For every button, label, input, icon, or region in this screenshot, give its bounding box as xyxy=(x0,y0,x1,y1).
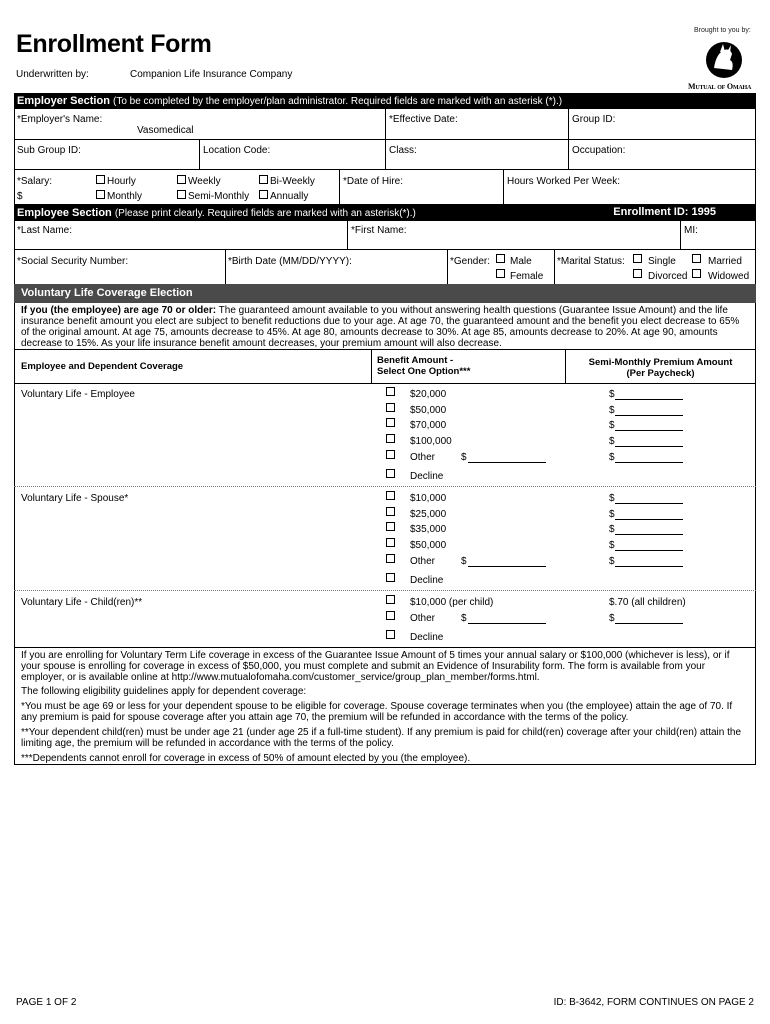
underwritten-label: Underwritten by: xyxy=(16,69,89,80)
eoi-line-2: your spouse is enrolling for coverage in excess of $50,000, you must complete and submit an Evidence of Insurability form. The form is available from your xyxy=(21,661,706,672)
premium-input[interactable] xyxy=(615,557,683,567)
premium-currency: $ xyxy=(609,524,615,535)
female-label: Female xyxy=(510,271,544,282)
divider xyxy=(447,249,448,284)
spouse-option-amount: $25,000 xyxy=(410,509,447,520)
employee-option-amount: $70,000 xyxy=(410,420,447,431)
weekly-label: Weekly xyxy=(188,176,221,187)
female-checkbox[interactable] xyxy=(496,269,505,278)
spouse-other-amount-input[interactable] xyxy=(468,557,546,567)
premium-currency: $ xyxy=(609,452,615,463)
premium-input[interactable] xyxy=(615,525,683,535)
spouse-other-label: Other xyxy=(410,556,436,567)
row-divider xyxy=(14,383,756,384)
premium-input[interactable] xyxy=(615,437,683,447)
employee-option-checkbox[interactable] xyxy=(386,434,395,443)
divider xyxy=(225,249,226,284)
divider xyxy=(385,139,386,169)
divider xyxy=(371,349,372,383)
monthly-checkbox[interactable] xyxy=(96,190,105,199)
col-coverage-header: Employee and Dependent Coverage xyxy=(21,361,184,372)
children-other-amount-input[interactable] xyxy=(468,614,546,624)
marital-status-label: *Marital Status: xyxy=(557,256,625,267)
spouse-note-line-2: any premium is paid for spouse coverage after you attain age 70, the premium will be refunded in accordance with the terms of the policy. xyxy=(21,712,629,723)
child-eligibility-note xyxy=(21,727,754,749)
evidence-of-insurability-note xyxy=(21,650,754,683)
children-coverage-label: Voluntary Life - Child(ren)** xyxy=(21,597,143,608)
male-label: Male xyxy=(510,256,532,267)
employer-section-header xyxy=(14,93,756,109)
intro-line-3: of the original amount. At age 75, amounts decrease to 45%. At age 80, amounts decrease to 30%. At age 85, amounts decrease to 20%. At age 90, amounts xyxy=(21,327,718,338)
single-checkbox[interactable] xyxy=(633,254,642,263)
children-option-amount: $10,000 (per child) xyxy=(410,597,494,608)
employer-section-note: (To be completed by the employer/plan administrator. Required fields are marked with an asterisk (*).) xyxy=(112,96,563,107)
premium-input[interactable] xyxy=(615,421,683,431)
birth-date-label: *Birth Date (MM/DD/YYYY): xyxy=(228,256,352,267)
hours-worked-label: Hours Worked Per Week: xyxy=(507,176,621,187)
spouse-option-checkbox[interactable] xyxy=(386,507,395,516)
gender-label: *Gender: xyxy=(450,256,491,267)
eoi-line-3: employer, or is available online at http://www.mutualofomaha.com/customer_service/group_plan_member/forms.html. xyxy=(21,672,540,683)
salary-label: *Salary: xyxy=(17,176,53,187)
employee-section-title: Employee Section xyxy=(17,207,112,219)
spouse-option-checkbox[interactable] xyxy=(386,522,395,531)
premium-input[interactable] xyxy=(615,453,683,463)
divider xyxy=(680,221,681,249)
weekly-checkbox[interactable] xyxy=(177,175,186,184)
spouse-decline-checkbox[interactable] xyxy=(386,573,395,582)
location-code-label: Location Code: xyxy=(203,145,271,156)
bi-weekly-checkbox[interactable] xyxy=(259,175,268,184)
spouse-option-amount: $10,000 xyxy=(410,493,447,504)
other-currency: $ xyxy=(461,613,467,624)
brought-to-you-by: Brought to you by: xyxy=(694,27,751,34)
bi-weekly-label: Bi-Weekly xyxy=(270,176,315,187)
divorced-label: Divorced xyxy=(648,271,688,282)
premium-input[interactable] xyxy=(615,406,683,416)
col-premium-header-2: (Per Paycheck) xyxy=(626,368,695,379)
premium-currency: $ xyxy=(609,613,615,624)
col-benefit-header-2: Select One Option*** xyxy=(377,366,471,377)
children-other-label: Other xyxy=(410,613,436,624)
first-name-label: *First Name: xyxy=(351,225,407,236)
married-label: Married xyxy=(708,256,742,267)
semi-monthly-checkbox[interactable] xyxy=(177,190,186,199)
employee-other-checkbox[interactable] xyxy=(386,450,395,459)
dependents-limit-note: ***Dependents cannot enroll for coverage in excess of 50% of amount elected by you (the employee). xyxy=(21,753,471,764)
children-decline-checkbox[interactable] xyxy=(386,630,395,639)
premium-input[interactable] xyxy=(615,390,683,400)
hourly-label: Hourly xyxy=(107,176,136,187)
group-id-label: Group ID: xyxy=(572,114,616,125)
employee-decline-checkbox[interactable] xyxy=(386,469,395,478)
divider xyxy=(568,139,569,169)
employee-coverage-label: Voluntary Life - Employee xyxy=(21,389,135,400)
salary-currency: $ xyxy=(17,191,23,202)
premium-currency: $ xyxy=(609,556,615,567)
age-reduction-intro xyxy=(21,305,751,349)
employee-section-header xyxy=(14,204,756,221)
divider xyxy=(339,169,340,204)
col-premium-header-1: Semi-Monthly Premium Amount xyxy=(588,357,733,368)
last-name-label: *Last Name: xyxy=(17,225,73,236)
row-divider xyxy=(14,647,756,648)
male-checkbox[interactable] xyxy=(496,254,505,263)
employee-decline-label: Decline xyxy=(410,471,444,482)
col-benefit-header-1: Benefit Amount - xyxy=(377,355,454,366)
employee-other-label: Other xyxy=(410,452,436,463)
employee-option-checkbox[interactable] xyxy=(386,387,395,396)
spouse-option-amount: $50,000 xyxy=(410,540,447,551)
divorced-checkbox[interactable] xyxy=(633,269,642,278)
premium-currency: $ xyxy=(609,493,615,504)
effective-date-label: *Effective Date: xyxy=(389,114,458,125)
other-currency: $ xyxy=(461,556,467,567)
hourly-checkbox[interactable] xyxy=(96,175,105,184)
divider xyxy=(503,169,504,204)
children-decline-label: Decline xyxy=(410,632,444,643)
row-divider xyxy=(14,169,756,170)
monthly-label: Monthly xyxy=(107,191,143,202)
intro-line-2: insurance benefit amount you elect are subject to benefit reductions due to your age. At age 70, the guaranteed amount and the benefit you elect decrease to 65% xyxy=(21,316,740,327)
children-option-checkbox[interactable] xyxy=(386,595,395,604)
divider xyxy=(347,221,348,249)
divider xyxy=(199,139,200,169)
children-premium: $.70 (all children) xyxy=(609,597,686,608)
premium-input[interactable] xyxy=(615,614,683,624)
premium-currency: $ xyxy=(609,540,615,551)
widowed-checkbox[interactable] xyxy=(692,269,701,278)
premium-currency: $ xyxy=(609,420,615,431)
row-divider xyxy=(14,349,756,350)
employee-option-checkbox[interactable] xyxy=(386,418,395,427)
eligibility-note: The following eligibility guidelines apply for dependent coverage: xyxy=(21,686,307,697)
spouse-coverage-label: Voluntary Life - Spouse* xyxy=(21,493,129,504)
other-currency: $ xyxy=(461,452,467,463)
row-divider xyxy=(14,486,756,487)
premium-currency: $ xyxy=(609,405,615,416)
sub-group-id-label: Sub Group ID: xyxy=(17,145,81,156)
employee-section-note: (Please print clearly. Required fields are marked with an asterisk(*).) xyxy=(114,208,416,219)
spouse-option-checkbox[interactable] xyxy=(386,491,395,500)
divider xyxy=(568,109,569,139)
premium-currency: $ xyxy=(609,389,615,400)
ssn-label: *Social Security Number: xyxy=(17,256,129,267)
single-label: Single xyxy=(648,256,676,267)
employee-other-amount-input[interactable] xyxy=(468,453,546,463)
spouse-decline-label: Decline xyxy=(410,575,444,586)
page-title: Enrollment Form xyxy=(16,30,212,58)
class-label: Class: xyxy=(389,145,417,156)
page-number: PAGE 1 OF 2 xyxy=(16,997,77,1008)
employee-option-amount: $50,000 xyxy=(410,405,447,416)
enrollment-id: Enrollment ID: 1995 xyxy=(613,206,716,218)
mi-label: MI: xyxy=(684,225,698,236)
employee-option-amount: $20,000 xyxy=(410,389,447,400)
occupation-label: Occupation: xyxy=(572,145,626,156)
employer-name-field[interactable]: Vasomedical xyxy=(137,125,194,136)
employer-name-label: *Employer's Name: xyxy=(17,114,103,125)
children-other-checkbox[interactable] xyxy=(386,611,395,620)
annually-checkbox[interactable] xyxy=(259,190,268,199)
spouse-other-checkbox[interactable] xyxy=(386,554,395,563)
premium-currency: $ xyxy=(609,436,615,447)
premium-input[interactable] xyxy=(615,541,683,551)
spouse-option-checkbox[interactable] xyxy=(386,538,395,547)
divider xyxy=(385,109,386,139)
married-checkbox[interactable] xyxy=(692,254,701,263)
employee-option-amount: $100,000 xyxy=(410,436,452,447)
coverage-section-header: Voluntary Life Coverage Election xyxy=(14,284,756,303)
company-name: Companion Life Insurance Company xyxy=(130,69,293,80)
child-note-line-2: limiting age, the premium will be refunded in accordance with the terms of the policy. xyxy=(21,738,394,749)
spouse-note-line-1: *You must be age 69 or less for your dependent spouse to be eligible for coverage. Spouse coverage terminates when you (the employee) attain the age of 70. If xyxy=(21,701,733,712)
row-divider xyxy=(14,590,756,591)
premium-currency: $ xyxy=(609,509,615,520)
child-note-line-1: **Your dependent child(ren) must be under age 21 (under age 25 if a full-time student). If any premium is paid for child(ren) coverage after your child(ren) attain the xyxy=(21,727,742,738)
employer-section-title: Employer Section xyxy=(17,95,110,107)
annually-label: Annually xyxy=(270,191,309,202)
semi-monthly-label: Semi-Monthly xyxy=(188,191,250,202)
intro-line-4: decrease to 15%. As your life insurance benefit amount decreases, your premium amount will also decrease. xyxy=(21,338,502,349)
row-divider xyxy=(14,249,756,250)
premium-input[interactable] xyxy=(615,494,683,504)
form-id: ID: B-3642, FORM CONTINUES ON PAGE 2 xyxy=(553,997,754,1008)
eoi-line-1: If you are enrolling for Voluntary Term Life coverage in excess of the Guarantee Issue Amount of 5 times your annual salary or $100,000 (whichever is less), or if xyxy=(21,650,730,661)
divider xyxy=(554,249,555,284)
widowed-label: Widowed xyxy=(708,271,750,282)
intro-line-1: The guaranteed amount available to you without answering health questions (Guarantee Issue Amount) and the life xyxy=(216,305,728,316)
spouse-option-amount: $35,000 xyxy=(410,524,447,535)
intro-bold: If you (the employee) are age 70 or older: xyxy=(21,305,217,316)
spouse-eligibility-note xyxy=(21,701,754,723)
employee-option-checkbox[interactable] xyxy=(386,403,395,412)
premium-input[interactable] xyxy=(615,510,683,520)
date-of-hire-label: *Date of Hire: xyxy=(343,176,404,187)
logo-wordmark: MUTUAL OF OMAHA xyxy=(688,82,752,91)
